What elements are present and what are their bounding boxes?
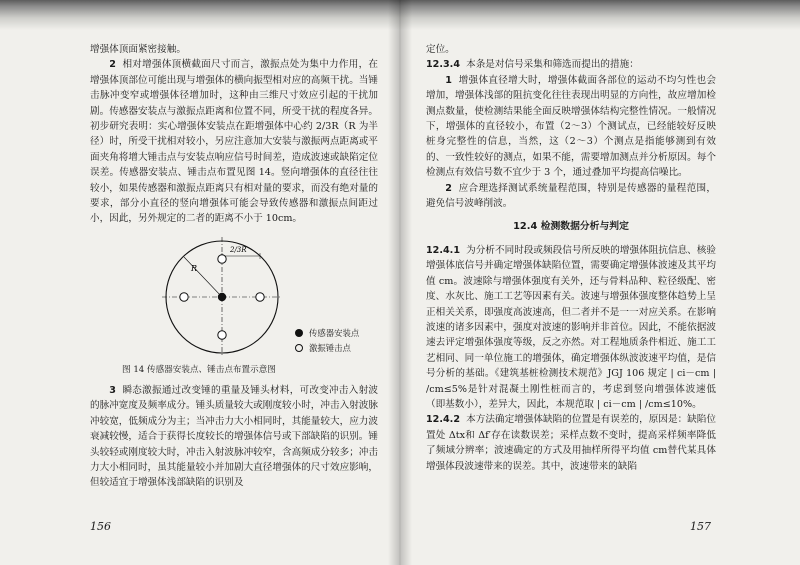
item-number: 1	[445, 74, 452, 86]
hollow-dot-icon	[295, 344, 303, 352]
left-page	[90, 42, 378, 491]
hammer-point-bottom	[218, 331, 226, 339]
hammer-point-top	[218, 255, 226, 263]
clause-12-4-1	[426, 243, 716, 412]
right-page	[426, 42, 716, 474]
section-heading-12-4: 12.4 检测数据分析与判定	[513, 221, 629, 233]
hammer-point-left	[180, 293, 188, 301]
clause-number: 12.3.4	[426, 59, 460, 71]
clause-number: 12.4.1	[426, 244, 460, 256]
item-number: 2	[445, 182, 452, 194]
right-item-2-text: 应合理选择测试系统量程范围，特别是传感器的量程范围，避免信号波峰削波。	[426, 182, 717, 210]
legend-row-sensor	[295, 326, 359, 341]
figure-14	[90, 233, 378, 383]
left-paragraph-1: 增强体顶面紧密接触。	[90, 44, 186, 55]
item-number: 3	[109, 384, 116, 396]
clause-12-4-1-text: 为分析不同时段或频段信号所反映的增强体阻抗信息、核验增强体底信号并确定增强体缺陷位置，需要确定增强体波速及其平均值 cm。波速除与增强体强度有关外，还与骨料品种、粒径级配、密度、水灰比、施工工艺等因素有关。波速与增强体强度整体趋势上呈正相关关系，即强度高波速高，但二者并不是一一对应关系。在影响波速的诸多因素中，强度对波速的影响并非首位。因此，不能依据波速去评定增强体强度等级，反之亦然。对工程地质条件相近、施工工艺相同、同一单位施工的增强体，确定增强体纵波波速平均值，是信号分析的基础。《建筑基桩检测技术规范》JGJ 106 规定 | ci－cm | /cm≤5%是针对混凝土刚性桩而言的，考虑到竖向增强体波速低（即基数小），差异大，因此，本规范取 | ci－cm | /cm≤10%。	[426, 244, 716, 410]
left-paragraph-2	[90, 57, 378, 226]
hammer-point-right	[256, 293, 264, 301]
figure-legend	[295, 326, 359, 356]
radius-line	[184, 257, 222, 297]
left-paragraph-3	[90, 383, 378, 491]
legend-row-hammer	[295, 341, 359, 356]
sensor-point	[218, 293, 226, 301]
page-number-left: 156	[90, 520, 111, 533]
right-item-2	[426, 181, 716, 212]
left-paragraph-2-text: 相对增强体顶横截面尺寸而言，激振点处为集中力作用，在增强体顶部位可能出现与增强体的横向振型相对应的高频干扰。当锤击脉冲变窄或增强体径增加时，这种由三维尺寸效应引起的干扰加剧。传感器安装点与激振点距离和位置不同，所受干扰的程度各异。初步研究表明：实心增强体安装点在距增强体中心约 2/3R（R 为半径）时，所受干扰相对较小，另应注意加大安装与激振两点距离或平面夹角将增大锤击点与安装点响应信号时间差，造成波速或缺陷定位误差。传感器安装点、锤击点布置见图 14。竖向增强体的直径往往较小，如果传感器和激振点距离只有相对量的要求，而没有绝对量的要求，部分小直径的竖向增强体可能会导致传感器和激振点间距过小，因此，另外规定的二者的距离不小于 10cm。	[90, 59, 378, 225]
clause-12-3-4-text: 本条是对信号采集和筛选而提出的措施：	[466, 59, 639, 71]
clause-12-4-2	[426, 412, 716, 474]
item-number: 2	[109, 59, 116, 71]
label-r: R	[191, 263, 198, 273]
right-item-1-text: 增强体直径增大时，增强体截面各部位的运动不均匀性也会增加，增强体浅部的阻抗变化往往表现出明显的方向性，故应增加检测点数量，使检测结果能全面反映增强体结构完整性情况。一般情况下，增强体的直径较小，布置（2～3）个测试点，已经能较好反映桩身完整性的信息，当然，这（2～3）个测点是指能够测到有效的、一致性较好的测点，如果不能，需要增加测点并分析原因。每个检测点有效信号数不宜少于 3 个，通过叠加平均提高信噪比。	[426, 74, 717, 179]
right-paragraph-0: 定位。	[426, 44, 455, 55]
left-paragraph-3-text: 瞬态激振通过改变锤的重量及锤头材料，可改变冲击入射波的脉冲宽度及频率成分。锤头质量较大或刚度较小时，冲击入射波脉冲较宽，低频成分为主；当冲击力大小相同时，其能量较大，应力波衰减较慢，适合于获得长度较长的增强体信号或下部缺陷的识别。锤头较轻或刚度较大时，冲击入射波脉冲较窄，含高频成分较多；冲击力大小相同时，虽其能量较小并加剧大直径增强体的尺寸效应影响，但较适宜于增强体浅部缺陷的识别及	[90, 384, 378, 489]
legend-hammer-label: 激振锤击点	[309, 342, 351, 353]
clause-12-4-2-text: 本方法确定增强体缺陷的位置是有误差的，原因是：缺陷位置处 Δtx和 Δf′存在读数误差；采样点数不变时，提高采样频率降低了频域分辨率；波速确定的方式及用抽样所得平均值 cm替代某具体增强体段波速带来的误差。其中，波速带来的缺陷	[426, 414, 716, 472]
clause-number: 12.4.2	[426, 414, 460, 426]
clause-12-3-4	[426, 57, 716, 72]
page-number-right: 157	[690, 520, 711, 533]
figure-caption: 图 14 传感器安装点、锤击点布置示意图	[122, 364, 276, 375]
legend-sensor-label: 传感器安装点	[309, 327, 360, 338]
sensor-layout-diagram	[160, 235, 290, 360]
right-item-1	[426, 73, 716, 181]
label-two-thirds-r: 2/3R	[230, 245, 247, 254]
filled-dot-icon	[295, 329, 303, 337]
book-gutter	[388, 0, 412, 565]
